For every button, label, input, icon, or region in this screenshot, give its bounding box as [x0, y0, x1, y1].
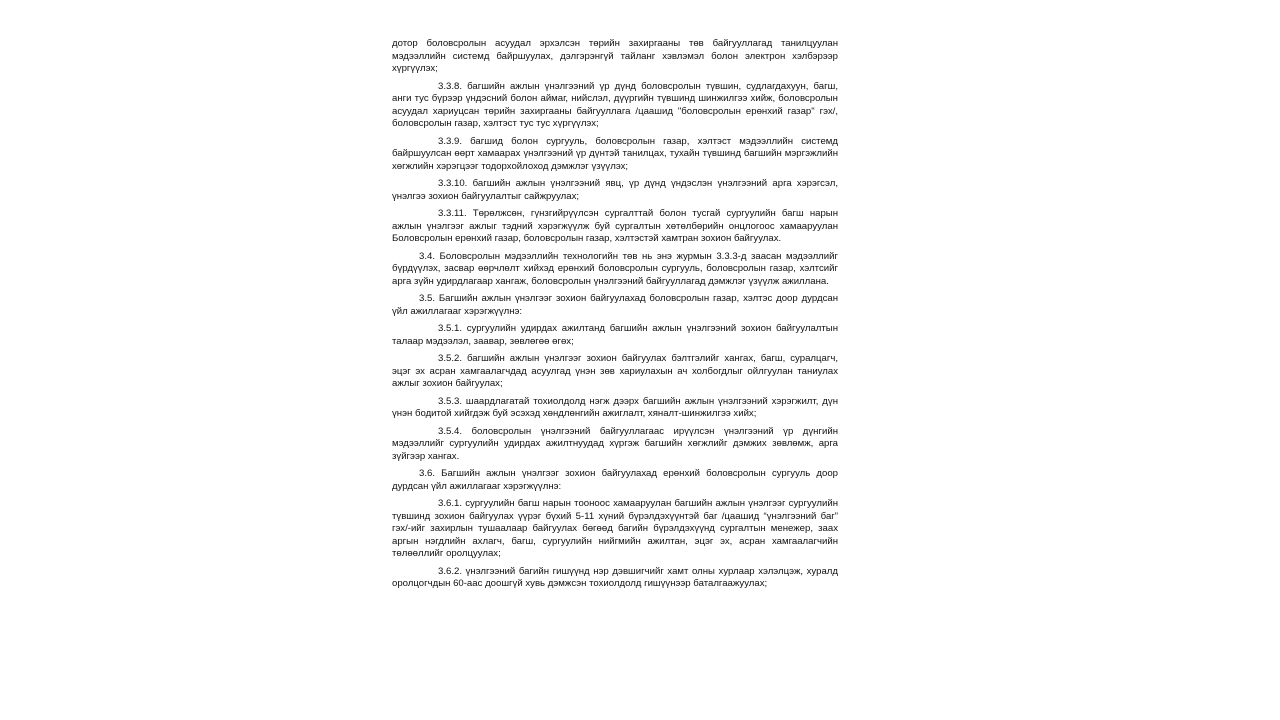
paragraph-3-6-1: 3.6.1. сургуулийн багш нарын тооноос хамааруулан багшийн ажлын үнэлгээг сургуулийн түвшинд зохион байгуулах үүрэг бүхий 5-11 хүний бүрэлдэхүүнтэй баг /цаашид “үнэлгээний баг” гэх/-ийг захирлын тушаалаар байгуулах бөгөөд багийн бүрэлдэхүүнд сургалтын менежер, заах аргын нэгдлийн ахлагч, багш, сургуулийн нийгмийн ажилтан, эцэг эх, асран хамгаалагчийн төлөөллийг оролцуулах; [392, 498, 838, 559]
paragraph-3-3-9: 3.3.9. багшид болон сургууль, боловсролын газар, хэлтэст мэдээллийн системд байршуулсан өөрт хамаарах үнэлгээний үр дүнтэй танилцах, тухайн түвшинд багшийн мэргэжлийн хөгжлийн хэрэгцээг тодорхойлоход дэмжлэг үзүүлэх; [392, 135, 838, 172]
paragraph-3-5-4: 3.5.4. боловсролын үнэлгээний байгууллагаас ирүүлсэн үнэлгээний үр дүнгийн мэдээллийг сургуулийн удирдах ажилтнуудад хүргэж багшийн хөгжлийг дэмжих зөвлөмж, арга зүйгээр хангах. [392, 425, 838, 462]
paragraph-3-5-2: 3.5.2. багшийн ажлын үнэлгээг зохион байгуулах бэлтгэлийг хангах, багш, суралцагч, эцэг эх асран хамгаалагчдад асуулгад үнэн зөв хариулахын ач холбогдлыг ойлгуулан таниулах ажлыг зохион байгуулах; [392, 353, 838, 389]
paragraph-3-4: 3.4. Боловсролын мэдээллийн технологийн төв нь энэ журмын 3.3.3-д заасан мэдээллийг бүрдүүлэх, засвар өөрчлөлт хийхэд ерөнхий боловсролын сургууль, боловсролын газар, хэлтсийг арга зүйн удирдлагаар хангаж, боловсролын үнэлгээний байгууллагад дэмжлэг үзүүлж ажиллана. [392, 250, 838, 287]
paragraph-3-6: 3.6. Багшийн ажлын үнэлгээг зохион байгуулахад ерөнхий боловсролын сургууль доор дурдсан үйл ажиллагааг хэрэгжүүлнэ: [392, 468, 838, 492]
paragraph-intro: дотор боловсролын асуудал эрхэлсэн төрийн захиргааны төв байгууллагад танилцуулан мэдээллийн системд байршуулах, дэлгэрэнгүй тайланг хэвлэмэл болон электрон хэлбэрээр хүргүүлэх; [392, 38, 838, 74]
paragraph-3-6-2: 3.6.2. үнэлгээний багийн гишүүнд нэр дэвшигчийг хамт олны хурлаар хэлэлцэж, хуралд оролцогчдын 60-аас доошгүй хувь дэмжсэн тохиолдолд гишүүнээр баталгаажуулах; [392, 565, 838, 589]
paragraph-3-5-1: 3.5.1. сургуулийн удирдах ажилтанд багшийн ажлын үнэлгээний зохион байгуулалтын талаар мэдээлэл, заавар, зөвлөгөө өгөх; [392, 323, 838, 347]
document-page [392, 38, 838, 596]
paragraph-3-3-11: 3.3.11. Төрөлжсөн, гүнзгийрүүлсэн сургалттай болон тусгай сургуулийн багш нарын ажлын үнэлгээг ажлыг тэдний хэрэгжүүлж буй сургалтын хөтөлбөрийн онцлогоос хамааруулан Боловсролын ерөнхий газар, боловсролын газар, хэлтэстэй хамтран зохион байгуулах. [392, 208, 838, 244]
paragraph-3-5: 3.5. Багшийн ажлын үнэлгээг зохион байгуулахад боловсролын газар, хэлтэс доор дурдсан үйл ажиллагааг хэрэгжүүлнэ: [392, 293, 838, 317]
paragraph-3-3-10: 3.3.10. багшийн ажлын үнэлгээний явц, үр дүнд үндэслэн үнэлгээний арга хэрэгсэл, үнэлгээ зохион байгуулалтыг сайжруулах; [392, 178, 838, 202]
paragraph-3-5-3: 3.5.3. шаардлагатай тохиолдолд нэгж дээрх багшийн ажлын үнэлгээний хэрэгжилт, дүн үнэн бодитой хийгдэж буй эсэхэд хөндлөнгийн ажиглалт, хяналт-шинжилгээ хийх; [392, 395, 838, 419]
paragraph-3-3-8: 3.3.8. багшийн ажлын үнэлгээний үр дүнд боловсролын түвшин, судлагдахуун, багш, анги тус бүрээр үндэсний болон аймаг, нийслэл, дүүргийн түвшинд шинжилгээ хийж, боловсролын асуудал хариуцсан төрийн захиргааны байгууллага /цаашид "боловсролын ерөнхий газар" гэх/, боловсролын газар, хэлтэст тус тус хүргүүлэх; [392, 80, 838, 129]
